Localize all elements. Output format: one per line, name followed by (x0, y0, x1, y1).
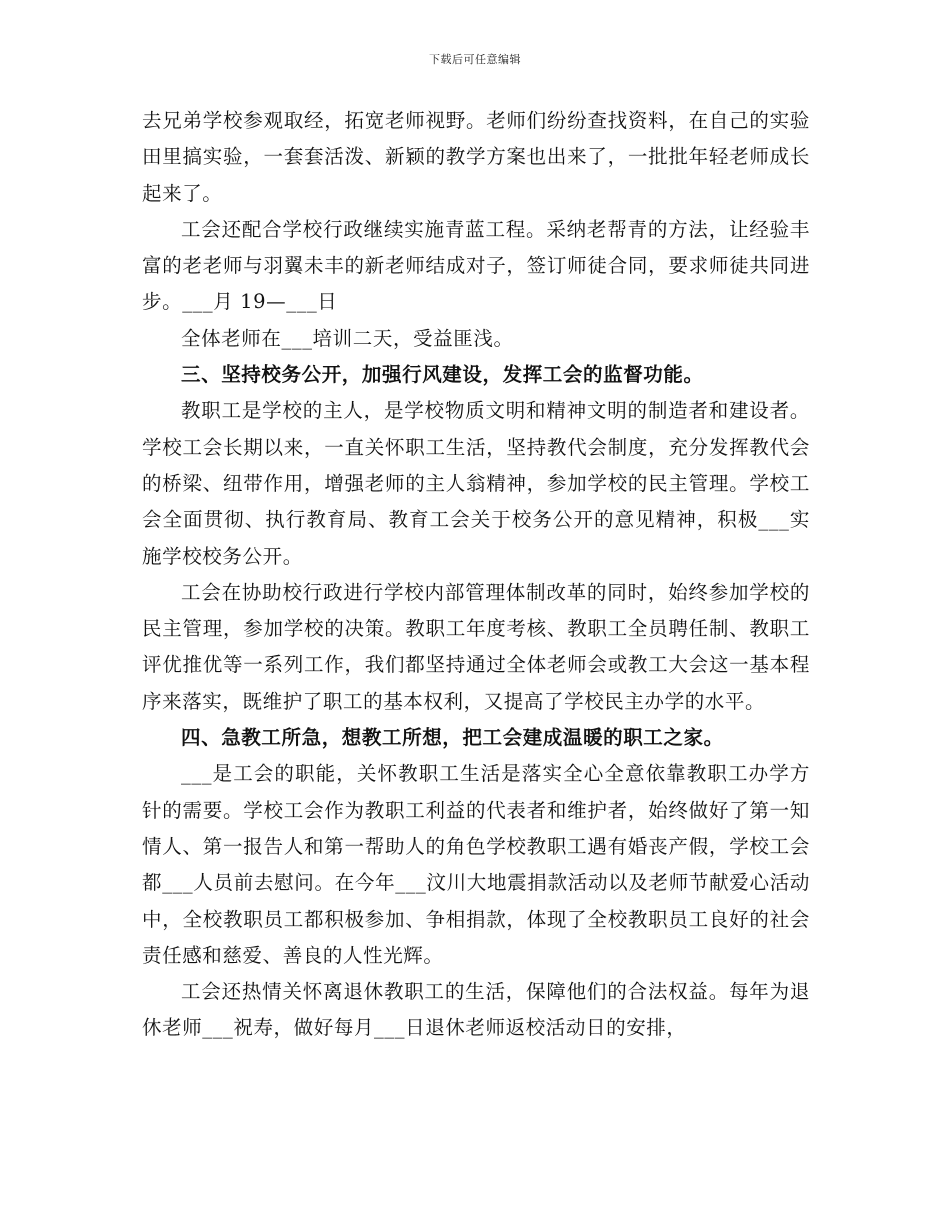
section-heading-3: 三、坚持校务公开，加强行风建设，发挥工会的监督功能。 (181, 363, 704, 387)
page-header: 下载后可任意编辑 (429, 53, 521, 66)
document-body (142, 103, 810, 1047)
paragraph-democratic-management: 工会在协助校行政进行学校内部管理体制改革的同时，始终参加学校的民主管理，参加学校的决策。教职工年度考核、教职工全员聘任制、教职工评优推优等一系列工作，我们都坚持通过全体老师会或教工大会这一基本程序来落实，既维护了职工的基本权利，又提高了学校民主办学的水平。 (142, 580, 810, 713)
paragraph-qinglan-project: 工会还配合学校行政继续实施青蓝工程。采纳老帮青的方法，让经验丰富的老老师与羽翼未丰的新老师结成对子，签订师徒合同，要求师徒共同进步。___月 19—___日 (142, 217, 810, 314)
paragraph-continuation: 去兄弟学校参观取经，拓宽老师视野。老师们纷纷查找资料，在自己的实验田里搞实验，一套套活泼、新颖的教学方案也出来了，一批批年轻老师成长起来了。 (142, 109, 810, 205)
paragraph-staff-masters: 教职工是学校的主人，是学校物质文明和精神文明的制造者和建设者。学校工会长期以来，一直关怀职工生活，坚持教代会制度，充分发挥教代会的桥梁、纽带作用，增强老师的主人翁精神，参加学校的民主管理。学校工会全面贯彻、执行教育局、教育工会关于校务公开的意见精神，积极___实施学校校务公开。 (142, 399, 810, 568)
paragraph-training: 全体老师在___培训二天，受益匪浅。 (181, 326, 514, 350)
paragraph-retirees: 工会还热情关怀离退休教职工的生活，保障他们的合法权益。每年为退休老师___祝寿，做好每月___日退休老师返校活动日的安排， (142, 980, 810, 1040)
paragraph-union-care: ___是工会的职能，关怀教职工生活是落实全心全意依靠教职工办学方针的需要。学校工会作为教职工利益的代表者和维护者，始终做好了第一知情人、第一报告人和第一帮助人的角色学校教职工遇有婚丧产假，学校工会都___人员前去慰问。在今年___汶川大地震捐款活动以及老师节献爱心活动中，全校教职员工都积极参加、争相捐款，体现了全校教职员工良好的社会责任感和慈爱、善良的人性光辉。 (142, 762, 810, 967)
section-heading-4: 四、急教工所急，想教工所想，把工会建成温暖的职工之家。 (181, 726, 724, 750)
